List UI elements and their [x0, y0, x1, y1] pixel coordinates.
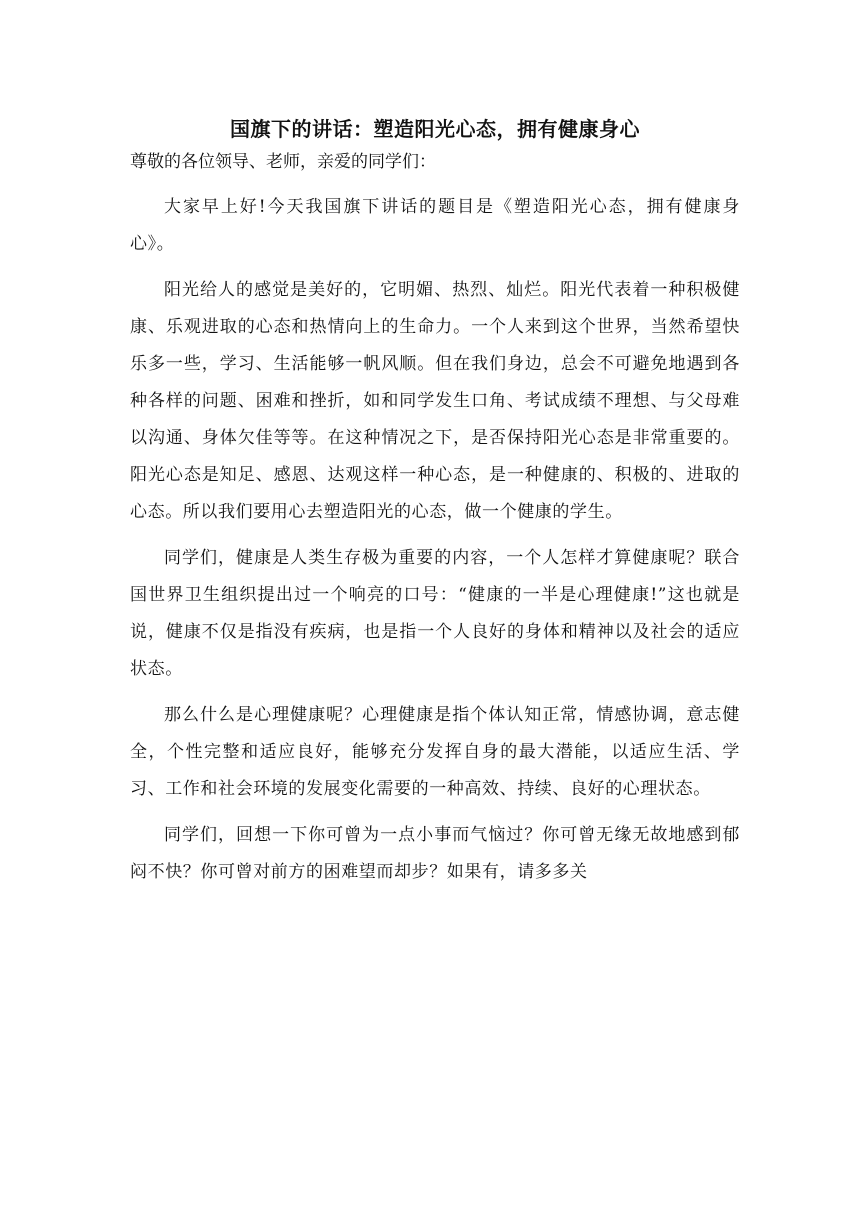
paragraph-reflection: 同学们，回想一下你可曾为一点小事而气恼过？你可曾无缘无故地感到郁闷不快？你可曾对前方的困难望而却步？如果有，请多多关 — [130, 825, 740, 882]
document-page — [130, 100, 740, 891]
paragraph-health: 同学们，健康是人类生存极为重要的内容，一个人怎样才算健康呢？联合国世界卫生组织提出过一个响亮的口号：“健康的一半是心理健康!”这也就是说，健康不仅是指没有疾病，也是指一个人良好的身体和精神以及社会的适应状态。 — [130, 548, 740, 679]
document-title: 国旗下的讲话：塑造阳光心态，拥有健康身心 — [230, 117, 640, 141]
greeting-line: 尊敬的各位领导、老师，亲爱的同学们： — [130, 152, 436, 172]
paragraph-mental-health: 那么什么是心理健康呢？心理健康是指个体认知正常，情感协调，意志健全，个性完整和适应良好，能够充分发挥自身的最大潜能，以适应生活、学习、工作和社会环境的发展变化需要的一种高效、持续、良好的心理状态。 — [130, 705, 740, 799]
paragraph-intro: 大家早上好!今天我国旗下讲话的题目是《塑造阳光心态，拥有健康身心》。 — [130, 197, 740, 254]
paragraph-sunshine: 阳光给人的感觉是美好的，它明媚、热烈、灿烂。阳光代表着一种积极健康、乐观进取的心态和热情向上的生命力。一个人来到这个世界，当然希望快乐多一些，学习、生活能够一帆风顺。但在我们身边，总会不可避免地遇到各种各样的问题、困难和挫折，如和同学发生口角、考试成绩不理想、与父母难以沟通、身体欠佳等等。在这种情况之下，是否保持阳光心态是非常重要的。阳光心态是知足、感恩、达观这样一种心态，是一种健康的、积极的、进取的心态。所以我们要用心去塑造阳光的心态，做一个健康的学生。 — [130, 280, 740, 522]
